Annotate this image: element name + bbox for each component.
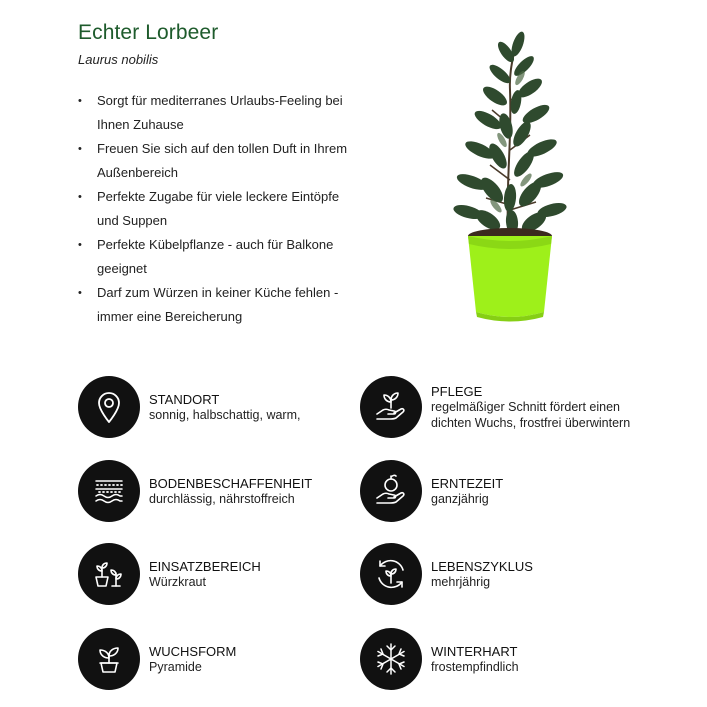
feature-item xyxy=(78,281,348,329)
bullet: • xyxy=(78,287,82,299)
attribute-standort xyxy=(78,376,300,438)
feature-text: Darf zum Würzen in keiner Küche fehlen - immer eine Bereicherung xyxy=(97,285,339,324)
bullet: • xyxy=(78,95,82,107)
feature-item xyxy=(78,233,348,281)
bullet: • xyxy=(78,239,82,251)
feature-text: Sorgt für mediterranes Urlaubs-Feeling bei Ihnen Zuhause xyxy=(97,93,343,132)
feature-list xyxy=(78,89,348,329)
location-pin-icon xyxy=(78,376,140,438)
pot-plant-icon xyxy=(78,628,140,690)
attribute-label: PFLEGE xyxy=(431,383,483,399)
attribute-value: durchlässig, nährstoffreich xyxy=(149,491,295,506)
attribute-winterhart xyxy=(360,628,519,690)
attribute-label: WUCHSFORM xyxy=(149,643,237,659)
attribute-label: ERNTEZEIT xyxy=(431,475,504,491)
soil-layers-icon xyxy=(78,460,140,522)
attribute-label: WINTERHART xyxy=(431,643,518,659)
attribute-lebenszyklus xyxy=(360,543,533,605)
attribute-wuchsform xyxy=(78,628,236,690)
feature-text: Freuen Sie sich auf den tollen Duft in Ihrem Außenbereich xyxy=(97,141,348,180)
attribute-value: Pyramide xyxy=(149,659,202,674)
bullet: • xyxy=(78,143,82,155)
attribute-value: ganzjährig xyxy=(431,491,489,506)
attribute-value: regelmäßiger Schnitt fördert einen dichten Wuchs, frostfrei überwintern xyxy=(431,399,631,430)
latin-name: Laurus nobilis xyxy=(78,52,159,67)
harvest-hand-icon xyxy=(360,460,422,522)
bullet: • xyxy=(78,191,82,203)
attribute-einsatzbereich xyxy=(78,543,261,605)
attribute-bodenbeschaffenheit xyxy=(78,460,312,522)
attribute-value: mehrjährig xyxy=(431,574,491,589)
attribute-label: STANDORT xyxy=(149,391,220,407)
feature-item xyxy=(78,137,348,185)
lifecycle-icon xyxy=(360,543,422,605)
attribute-value: sonnig, halbschattig, warm, xyxy=(149,407,301,422)
attribute-value: frostempfindlich xyxy=(431,659,519,674)
hand-plant-icon xyxy=(360,376,422,438)
product-image xyxy=(440,30,570,326)
attribute-label: BODENBESCHAFFENHEIT xyxy=(149,475,313,491)
feature-text: Perfekte Zugabe für viele leckere Eintöpfe und Suppen xyxy=(97,189,340,228)
potted-plants-icon xyxy=(78,543,140,605)
attribute-label: LEBENSZYKLUS xyxy=(431,558,533,574)
attribute-value: Würzkraut xyxy=(149,574,206,589)
feature-item xyxy=(78,89,348,137)
laurel-plant-image xyxy=(440,30,570,326)
feature-item xyxy=(78,185,348,233)
snowflake-icon xyxy=(360,628,422,690)
product-title: Echter Lorbeer xyxy=(78,21,219,44)
feature-text: Perfekte Kübelpflanze - auch für Balkone geeignet xyxy=(97,237,334,276)
attribute-label: EINSATZBEREICH xyxy=(149,558,261,574)
attribute-pflege xyxy=(360,376,651,438)
attribute-erntezeit xyxy=(360,460,503,522)
